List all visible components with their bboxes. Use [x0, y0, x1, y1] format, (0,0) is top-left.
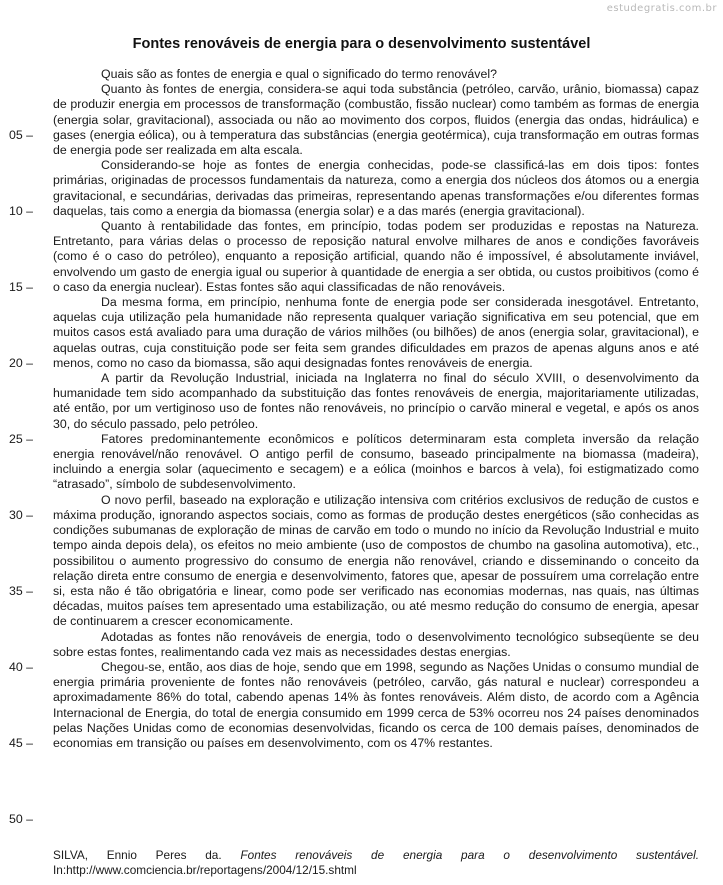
paragraph-3: Considerando-se hoje as fontes de energia conhecidas, pode-se classificá-las em dois tipos: fontes primárias, originadas de processos fundamentais da natureza, como a energia dos núcleos dos átomos ou a energia gravitacional, e secundárias, derivadas das primeiras, representando apenas transformações e/ou diferentes formas daquelas, tais como a energia da biomassa (energia solar) e a das marés (energia gravitacional). — [53, 158, 699, 218]
citation-author: SILVA, Ennio Peres da. — [53, 848, 222, 862]
citation-url: In:http://www.comciencia.br/reportagens/2004/12/15.shtml — [53, 863, 357, 877]
citation-work-title: Fontes renováveis de energia para o desenvolvimento sustentável. — [240, 848, 699, 862]
article-body — [53, 67, 699, 751]
line-number-marker: 20 – — [9, 355, 34, 370]
paragraph-2: Quanto às fontes de energia, considera-se aqui toda substância (petróleo, carvão, urânio, biomassa) capaz de produzir energia em processos de transformação (combustão, fissão nuclear) como também as formas de energia (energia solar, gravitacional), associada ou não ao movimento dos corpos, fluidos (energia das ondas, hidráulica) e gases (energia eólica), ou à temperatura das substâncias (energia geotérmica), cuja transformação em outras formas de energia pode ser realizada em alta escala. — [53, 82, 699, 158]
line-number-marker: 45 – — [9, 735, 34, 750]
watermark-text: estudegratis.com.br — [606, 3, 717, 14]
paragraph-5: Da mesma forma, em princípio, nenhuma fonte de energia pode ser considerada inesgotável. Entretanto, aquelas cuja utilização pela humanidade não representa qualquer variação significativa em seu potencial, que em muitos casos está avaliado para uma duração de vários milhões (ou bilhões) de anos (energia solar, gravitacional), e aquelas outras, cuja constituição pode ser feita sem grandes dificuldades em prazos de apenas alguns anos e até menos, como no caso da biomassa, são aqui designadas fontes renováveis de energia. — [53, 295, 699, 370]
paragraph-8: O novo perfil, baseado na exploração e utilização intensiva com critérios exclusivos de redução de custos e máxima produção, ignorando aspectos sociais, como as formas de produção destes energéticos (são conhecidas as condições subumanas de exploração de minas de carvão em todo o mundo no início da Revolução Industrial e muito tempo ainda depois dela), os efeitos no meio ambiente (uso de compostos de chumbo na gasolina automotiva), etc., possibilitou o aumento progressivo do consumo de energia não renovável, criando e disseminando o conceito da relação direta entre consumo de energia e desenvolvimento, fatores que, apesar de possuírem uma correlação entre si, esta não é tão obrigatória e linear, como pode ser verificado nas economias modernas, nas quais, nas últimas décadas, muitos países tem apresentado uma estabilização, ou até mesmo redução do consumo de energia, apesar de continuarem a crescer economicamente. — [53, 492, 699, 629]
paragraph-10: Chegou-se, então, aos dias de hoje, sendo que em 1998, segundo as Nações Unidas o consumo mundial de energia primária proveniente de fontes não renováveis (petróleo, carvão, gás natural e nuclear) correspondeu a aproximadamente 86% do total, cabendo apenas 14% às fontes renováveis. Além disto, de acordo com a Agência Internacional de Energia, do total de energia consumido em 1999 cerca de 53% ocorreu nos 24 países denominados pelas Nações Unidas como de economias desenvolvidas, ficando os cerca de 100 demais países, denominados de economias em transição ou países em desenvolvimento, com os 47% restantes. — [53, 659, 699, 750]
line-number-marker: 15 – — [9, 279, 34, 294]
line-number-marker: 50 – — [9, 811, 34, 826]
paragraph-4: Quanto à rentabilidade das fontes, em princípio, todas podem ser produzidas e repostas na Natureza. Entretanto, para várias delas o processo de reposição natural envolve milhares de anos e condições favoráveis (como é o caso do petróleo), enquanto a reposição artificial, quando não é impossível, é absolutamente inviável, envolvendo um gasto de energia igual ou superior à quantidade de energia a ser obtida, ou custos proibitivos (como é o caso da energia nuclear). Estas fontes são aqui classificadas de não renováveis. — [53, 219, 699, 294]
paragraph-9: Adotadas as fontes não renováveis de energia, todo o desenvolvimento tecnológico subseqüente se deu sobre estas fontes, realimentando cada vez mais as necessidades destas energias. — [53, 629, 699, 659]
paragraph-1: Quais são as fontes de energia e qual o significado do termo renovável? — [101, 67, 497, 81]
paragraph-7: Fatores predominantemente econômicos e políticos determinaram esta completa inversão da relação energia renovável/não renovável. O antigo perfil de consumo, baseado principalmente na biomassa (madeira), incluindo a energia solar (aquecimento e secagem) e a eólica (moinhos e barcos à vela), foi estigmatizado como “atrasado”, símbolo de subdesenvolvimento. — [53, 431, 699, 492]
document-title: Fontes renováveis de energia para o desenvolvimento sustentável — [132, 36, 591, 52]
line-number-marker: 10 – — [9, 203, 34, 218]
line-number-marker: 25 – — [9, 431, 34, 446]
paragraph-6: A partir da Revolução Industrial, iniciada na Inglaterra no final do século XVIII, o desenvolvimento da humanidade tem sido acompanhado da substituição das fontes renováveis de energia, majoritariamente utilizadas, até então, por um vertiginoso uso de fontes não renováveis, no princípio o carvão mineral e vegetal, e após os anos 30, do século passado, pelo petróleo. — [53, 371, 699, 431]
source-citation — [53, 848, 699, 878]
line-number-marker: 35 – — [9, 583, 34, 598]
line-number-marker: 05 – — [9, 127, 34, 142]
line-number-marker: 30 – — [9, 507, 34, 522]
line-number-marker: 40 – — [9, 659, 34, 674]
